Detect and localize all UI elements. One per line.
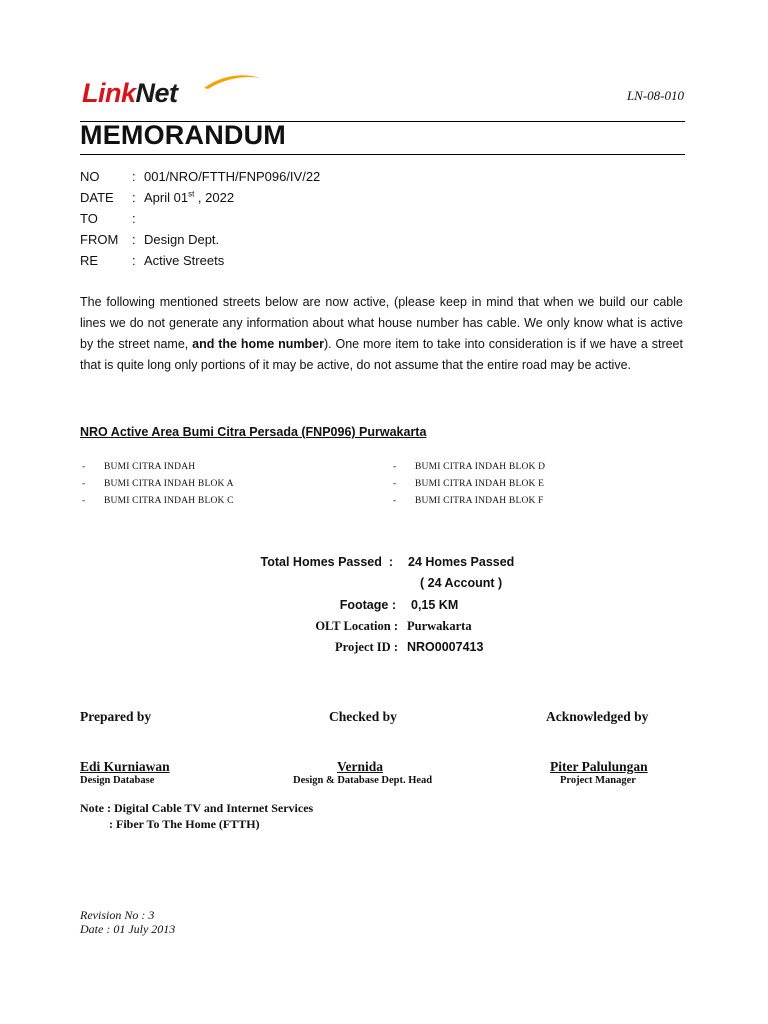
summary-colon: :	[393, 640, 398, 654]
summary-footage	[0, 598, 768, 618]
summary-value: 24 Homes Passed	[408, 555, 515, 569]
revision-number: Revision No : 3	[80, 908, 155, 922]
summary-homes-passed	[0, 555, 768, 575]
summary-value: ( 24 Account )	[420, 576, 503, 590]
field-label: DATE	[80, 190, 114, 205]
body-text-part2: ). One more item to take into consideration is if we have a street that is quite long only portions of it may be active, do not assume that the entire road may be active.	[80, 337, 683, 372]
list-dash: -	[82, 496, 86, 506]
summary-label	[340, 598, 396, 612]
summary-colon: :	[388, 555, 393, 569]
summary-label-text: OLT Location	[315, 619, 391, 633]
street-name: BUMI CITRA INDAH BLOK A	[104, 479, 234, 489]
summary-colon: :	[391, 598, 396, 612]
revision-date: Date : 01 July 2013	[80, 922, 176, 936]
field-label: FROM	[80, 232, 119, 247]
body-text-bold: and the home number	[192, 337, 324, 351]
field-label: RE	[80, 253, 99, 268]
acknowledged-name: Piter Palulungan	[550, 759, 648, 774]
summary-label-text: Footage	[339, 598, 389, 612]
summary-label	[261, 555, 393, 569]
checked-role: Design & Database Dept. Head	[293, 775, 433, 786]
checked-name: Vernida	[337, 759, 384, 774]
acknowledged-by-label: Acknowledged by	[546, 709, 649, 724]
field-value	[144, 189, 234, 207]
field-colon: :	[132, 190, 136, 205]
prepared-name: Edi Kurniawan	[80, 759, 170, 774]
document-number: LN-08-010	[626, 88, 684, 103]
note-line-2: : Fiber To The Home (FTTH)	[109, 817, 260, 831]
field-label: TO	[80, 211, 98, 226]
date-suffix: st	[188, 189, 195, 199]
list-dash: -	[393, 462, 397, 472]
body-text-part1: The following mentioned streets below are now active, (please keep in mind that when we build our cable lines we do not generate any information about what house number has cable. We only know what is active by the street name,	[80, 295, 683, 351]
note-line-1: Note : Digital Cable TV and Internet Services	[80, 801, 314, 815]
summary-colon: :	[393, 619, 398, 633]
summary-label-text: Total Homes Passed	[260, 555, 382, 569]
summary-value: NRO0007413	[407, 640, 484, 654]
summary-label-text: Project ID	[335, 640, 391, 654]
field-value: Active Streets	[144, 253, 225, 268]
list-dash: -	[393, 479, 397, 489]
summary-project-id	[0, 640, 768, 660]
acknowledged-role: Project Manager	[560, 775, 636, 786]
summary-olt-location	[0, 619, 768, 639]
linknet-logo	[82, 78, 242, 112]
summary-label	[335, 640, 398, 655]
street-name: BUMI CITRA INDAH BLOK D	[415, 462, 546, 472]
street-name: BUMI CITRA INDAH	[104, 462, 196, 472]
logo-text-link: Link	[82, 78, 136, 108]
logo-text	[82, 78, 178, 108]
list-dash: -	[82, 462, 86, 472]
body-paragraph	[80, 292, 683, 376]
field-colon: :	[132, 169, 136, 184]
street-name: BUMI CITRA INDAH BLOK C	[104, 496, 234, 506]
street-name: BUMI CITRA INDAH BLOK F	[415, 496, 544, 506]
summary-label	[315, 619, 398, 634]
list-dash: -	[82, 479, 86, 489]
section-title: NRO Active Area Bumi Citra Persada (FNP096) Purwakarta	[80, 425, 427, 439]
field-value: 001/NRO/FTTH/FNP096/IV/22	[144, 169, 321, 184]
date-tail: , 2022	[194, 190, 235, 205]
street-name: BUMI CITRA INDAH BLOK E	[415, 479, 545, 489]
field-label: NO	[80, 169, 100, 184]
prepared-by-label: Prepared by	[80, 709, 152, 724]
summary-value: Purwakarta	[407, 619, 472, 633]
field-value: Design Dept.	[144, 232, 220, 247]
page-title: MEMORANDUM	[80, 120, 286, 150]
summary-account	[0, 576, 768, 596]
logo-text-net: Net	[135, 78, 178, 108]
list-dash: -	[393, 496, 397, 506]
field-colon: :	[132, 211, 136, 226]
field-colon: :	[132, 232, 136, 247]
field-colon: :	[132, 253, 136, 268]
logo-swoosh-icon	[202, 72, 262, 92]
summary-value: 0,15 KM	[411, 598, 459, 612]
title-divider	[80, 154, 685, 155]
prepared-role: Design Database	[80, 775, 155, 786]
checked-by-label: Checked by	[329, 709, 397, 724]
date-main: April 01	[144, 190, 189, 205]
